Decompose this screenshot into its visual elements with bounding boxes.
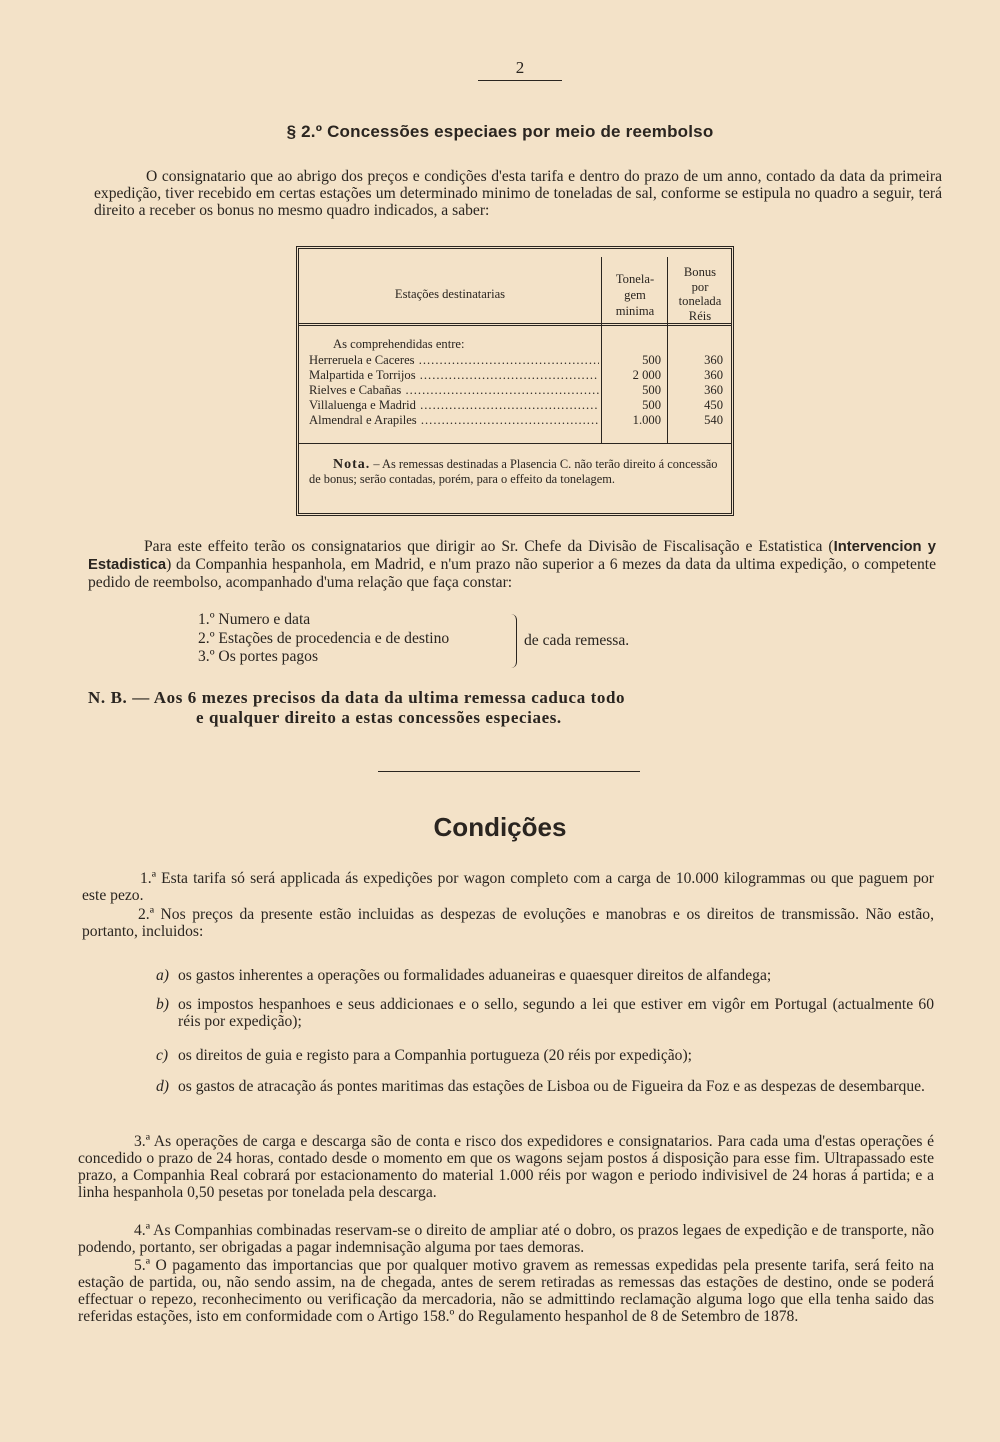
bonus-table bbox=[296, 246, 734, 516]
row-bonus: 540 bbox=[704, 413, 723, 427]
list-item: 2.º Estações de procedencia e de destino bbox=[198, 629, 450, 647]
condition-item-d: d) os gastos de atracação ás pontes maritimas das estações de Lisboa ou de Figueira da Foz e as despezas de desembarque. bbox=[156, 1078, 925, 1095]
required-items-list bbox=[198, 611, 449, 667]
section-title: § 2.º Concessões especiaes por meio de reembolso bbox=[286, 122, 714, 141]
row-tonnage: 500 bbox=[642, 383, 661, 397]
list-item: 1.º Numero e data bbox=[198, 611, 311, 628]
table-row bbox=[309, 353, 731, 368]
row-stations: Malpartida e Torrijos ..... bbox=[309, 368, 599, 383]
condition-2: 2.ª Nos preços da presente estão incluidas as despezas de evoluções e manobras e os direitos de transmissão. Não estão, portanto, incluidos: bbox=[82, 906, 934, 940]
nb-notice: N. B. — Aos 6 mezes precisos da data da ultima remessa caduca todo e qualquer direito a estas concessões especiaes. bbox=[88, 688, 626, 727]
horizontal-rule bbox=[378, 771, 640, 772]
table-row bbox=[309, 383, 731, 398]
condition-3: 3.ª As operações de carga e descarga são de conta e risco dos expedidores e consignatarios. Para cada uma d'estas operações é concedido o prazo de 24 horas, contado desde o momento em que os wagons sejam postos á disposição para esse fim. Ultrapassado este prazo, a Companhia Real cobrará por estacionamento do material 1.000 réis por wagon e periodo indivisivel de 24 horas á partida; e a linha hespanhola 0,50 pesetas por tonelada pela descarga. bbox=[78, 1133, 934, 1201]
condition-item-c: c) os direitos de guia e registo para a Companhia portugueza (20 réis por expedição); bbox=[156, 1047, 692, 1064]
row-stations: Herreruela e Caceres ..... bbox=[309, 353, 599, 368]
list-item: 3.º Os portes pagos bbox=[198, 648, 319, 665]
row-tonnage: 500 bbox=[642, 353, 661, 367]
row-bonus: 450 bbox=[704, 398, 723, 412]
header-stations: Estações destinatarias bbox=[394, 287, 506, 301]
condition-1: 1.ª Esta tarifa só será applicada ás expedições por wagon completo com a carga de 10.000 kilogrammas ou que paguem por este pezo. bbox=[82, 870, 934, 904]
bold-term: Intervencion y Estadistica bbox=[88, 539, 936, 573]
table-intro: As comprehendidas entre: bbox=[333, 337, 465, 351]
row-tonnage: 2 000 bbox=[632, 368, 661, 382]
intro-paragraph: O consignatario que ao abrigo dos preços e condições d'esta tarifa e dentro do prazo de um anno, contado da data da primeira expedição, tiver recebido em certas estações um determinado minimo de toneladas de sal, conforme se estipula no quadro a seguir, terá direito a receber os bonus no mesmo quadro indicados, a saber: bbox=[94, 168, 942, 219]
table-row bbox=[309, 368, 731, 383]
brace-mark bbox=[508, 614, 517, 668]
row-stations: Rielves e Cabañas ..... bbox=[309, 383, 599, 398]
table-note bbox=[309, 457, 725, 487]
row-tonnage: 1.000 bbox=[632, 413, 661, 427]
note-text: – As remessas destinadas a Plasencia C. não terão direito á concessão de bonus; serão contadas, porém, para o effeito da tonelagem. bbox=[309, 457, 718, 486]
conditions-title: Condições bbox=[433, 812, 567, 842]
condition-5: 5.ª O pagamento das importancias que por qualquer motivo gravem as remessas expedidas pela presente tarifa, será feito na estação de partida, ou, não sendo assim, na de chegada, antes de serem retiradas as remessas das estações de destino, onde se poderá effectuar o repezo, reconhecimento ou verificação da mercadoria, não se admittindo reclamação alguma logo que ella tenha saido das referidas estações, isto em conformidade com o Artigo 158.º do Regulamento hespanhol de 8 de Setembro de 1878. bbox=[78, 1257, 934, 1325]
table-divider bbox=[299, 443, 731, 444]
condition-item-a: a) os gastos inherentes a operações ou formalidades aduaneiras e quaesquer direitos de alfandega; bbox=[156, 967, 772, 984]
row-stations: Almendral e Arapiles ..... bbox=[309, 413, 599, 428]
note-label: Nota. bbox=[333, 457, 371, 472]
condition-item-b: b) os impostos hespanhoes e seus addicionaes e o sello, segundo a lei que estiver em vigôr em Portugal (actualmente 60 réis por expedição); bbox=[156, 996, 934, 1030]
header-tonnage: Tonela- gem minima bbox=[615, 272, 655, 318]
row-bonus: 360 bbox=[704, 353, 723, 367]
row-bonus: 360 bbox=[704, 368, 723, 382]
list-suffix: de cada remessa. bbox=[524, 632, 630, 649]
row-bonus: 360 bbox=[704, 383, 723, 397]
reimbursement-paragraph: Para este effeito terão os consignatarios que dirigir ao Sr. Chefe da Divisão de Fiscalisação e Estatistica (Intervencion y Estadistica) da Companhia hespanhola, em Madrid, e n'um prazo não superior a 6 mezes da data da ultima expedição, o competente pedido de reembolso, acompanhado d'uma relação que faça constar: bbox=[88, 538, 936, 591]
condition-4: 4.ª As Companhias combinadas reservam-se o direito de ampliar até o dobro, os prazos legaes de expedição e de transporte, não podendo, portanto, ser obrigadas a pagar indemnisação alguma por taes demoras. bbox=[78, 1222, 934, 1256]
header-bonus: Bonus por tonelada Réis bbox=[678, 265, 722, 323]
row-stations: Villaluenga e Madrid ..... bbox=[309, 398, 599, 413]
page-number: 2 bbox=[478, 58, 562, 81]
table-row bbox=[309, 398, 731, 413]
row-tonnage: 500 bbox=[642, 398, 661, 412]
table-row bbox=[309, 413, 731, 428]
